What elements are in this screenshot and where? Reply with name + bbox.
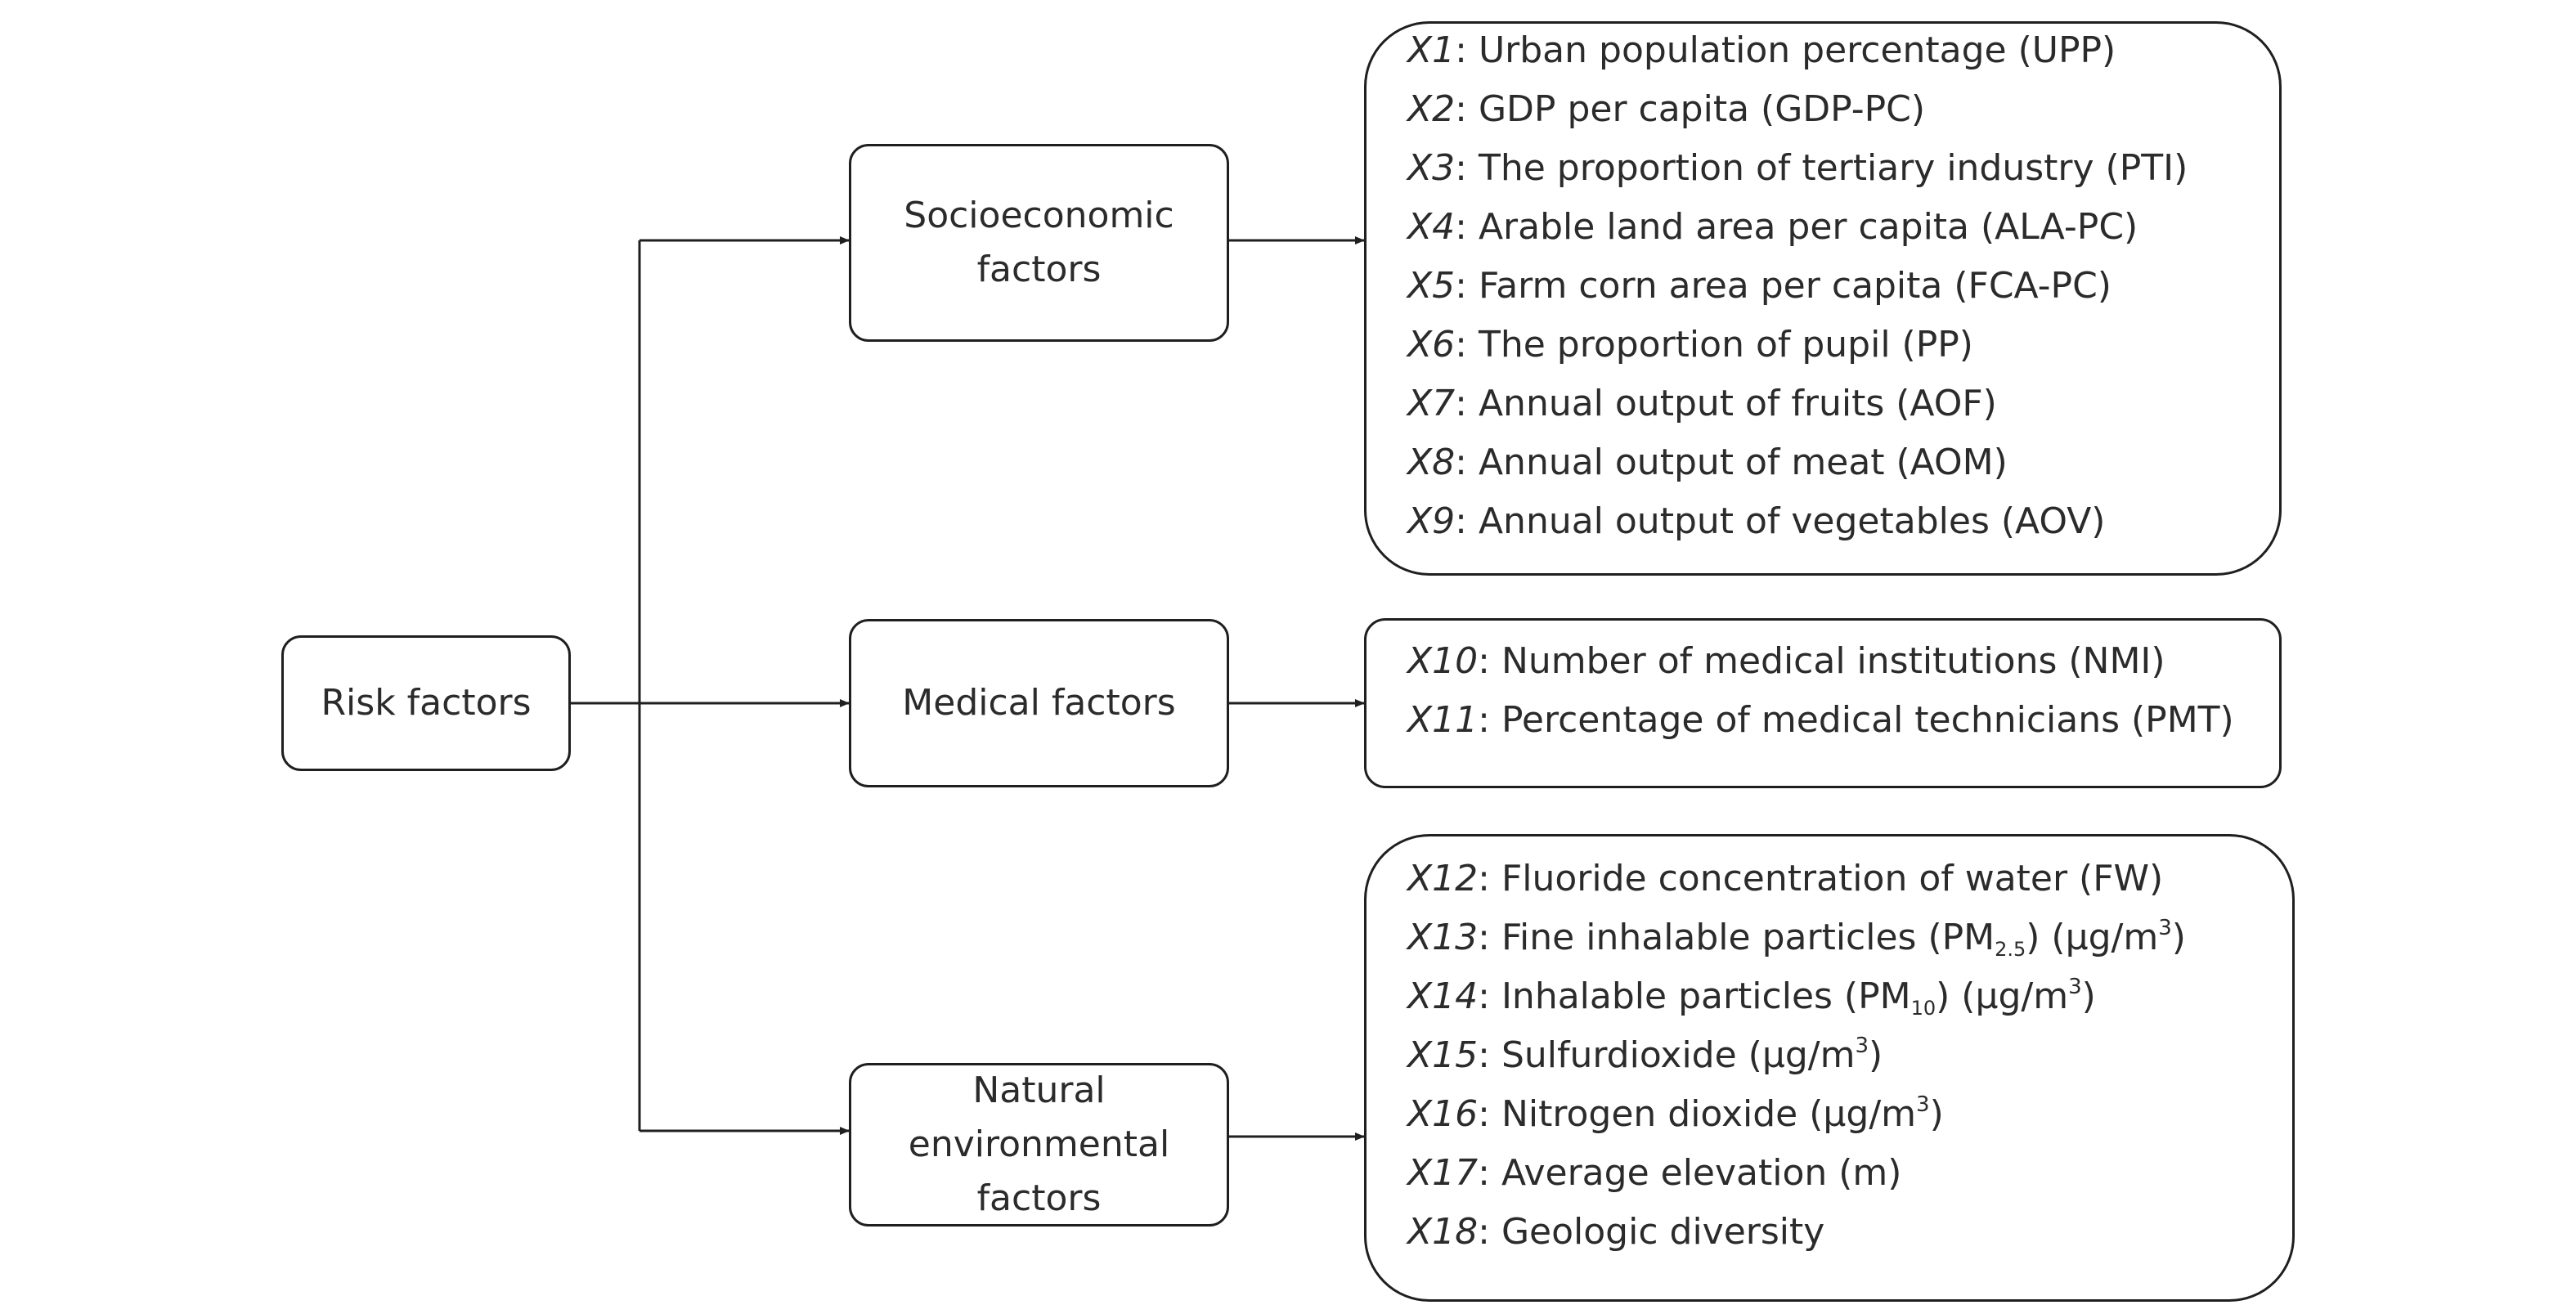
factor-item: X2: GDP per capita (GDP-PC) <box>1407 88 1926 130</box>
factor-item: X10: Number of medical institutions (NMI) <box>1407 640 2165 682</box>
factor-item: X5: Farm corn area per capita (FCA-PC) <box>1407 265 2112 307</box>
category-label-line: Natural <box>972 1070 1106 1111</box>
category-label-line: Socioeconomic <box>904 195 1174 236</box>
category-label-line: factors <box>976 1177 1102 1219</box>
factor-item: X15: Sulfurdioxide $(\mu g/m^3)$ <box>1407 1034 1883 1076</box>
factor-item: X12: Fluoride concentration of water (FW) <box>1407 858 2164 899</box>
risk-factors-node <box>281 635 571 771</box>
factor-item: X18: Geologic diversity <box>1407 1211 1825 1253</box>
factor-item: X13: Fine inhalable particles $(PM_{2.5})$ $(\mu g/m^3)$ <box>1407 916 2186 961</box>
medical-factors-list <box>1364 618 2282 788</box>
natural-environmental-factors-list <box>1364 834 2295 1302</box>
category-label-line: environmental <box>908 1123 1170 1165</box>
socioeconomic-factors-node <box>849 144 1229 342</box>
factor-item: X7: Annual output of fruits (AOF) <box>1407 383 1997 424</box>
factor-item: X11: Percentage of medical technicians (PMT) <box>1407 699 2234 741</box>
risk-factors-label: Risk factors <box>321 682 532 724</box>
natural-environmental-factors-node <box>849 1063 1229 1227</box>
factor-item: X3: The proportion of tertiary industry (PTI) <box>1407 147 2188 189</box>
factor-item: X8: Annual output of meat (AOM) <box>1407 442 2008 483</box>
factor-item: X4: Arable land area per capita (ALA-PC) <box>1407 206 2138 248</box>
factor-item: X14: Inhalable particles $(PM_{10})$ $(\mu g/m^3)$ <box>1407 975 2096 1020</box>
factor-item: X9: Annual output of vegetables (AOV) <box>1407 500 2106 542</box>
factor-item: X16: Nitrogen dioxide $(\mu g/m^3)$ <box>1407 1092 1944 1135</box>
factor-item: X17: Average elevation (m) <box>1407 1152 1902 1194</box>
category-label-line: factors <box>976 249 1102 290</box>
factor-item: X6: The proportion of pupil (PP) <box>1407 324 1973 365</box>
factor-item: X1: Urban population percentage (UPP) <box>1407 29 2116 71</box>
category-label-line: Medical factors <box>902 682 1176 724</box>
socioeconomic-factors-list <box>1364 21 2282 576</box>
medical-factors-node <box>849 619 1229 787</box>
